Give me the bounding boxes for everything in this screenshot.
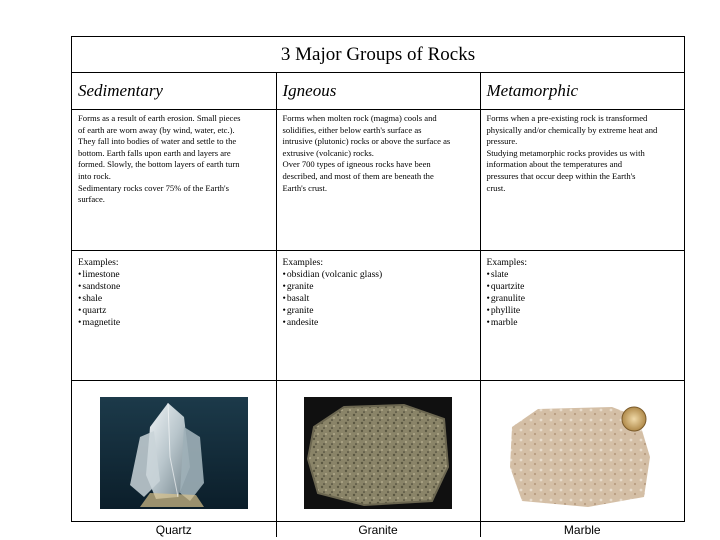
example-item: • obsidian (volcanic glass) bbox=[283, 269, 474, 281]
photo-cell-granite bbox=[276, 381, 480, 538]
description-line: They fall into bodies of water and settle to the bbox=[78, 136, 237, 147]
description-sedimentary bbox=[72, 110, 276, 251]
description-line: Studying metamorphic rocks provides us with bbox=[486, 147, 645, 158]
examples-title: Examples: bbox=[282, 257, 323, 268]
examples-metamorphic bbox=[480, 251, 684, 381]
description-line: crust. bbox=[486, 182, 506, 193]
examples-sedimentary bbox=[72, 251, 276, 381]
description-line: of earth are worn away (by wind, water, etc.). bbox=[78, 124, 235, 135]
description-igneous bbox=[276, 110, 480, 251]
description-line: Forms when molten rock (magma) cools and bbox=[282, 113, 437, 123]
example-item: • basalt bbox=[283, 293, 474, 305]
example-item: • granulite bbox=[487, 293, 679, 305]
photo-row bbox=[72, 381, 684, 538]
rock-groups-table bbox=[72, 73, 684, 537]
description-line: Earth's crust. bbox=[282, 182, 328, 193]
example-item: • slate bbox=[487, 269, 679, 281]
granite-photo bbox=[304, 397, 452, 509]
description-line: Over 700 types of igneous rocks have been bbox=[282, 159, 431, 170]
description-line: described, and most of them are beneath the bbox=[282, 170, 434, 181]
example-item: • marble bbox=[487, 317, 679, 329]
quartz-photo bbox=[100, 397, 248, 509]
description-metamorphic bbox=[480, 110, 684, 251]
description-line: formed. Slowly, the bottom layers of earth turn bbox=[78, 159, 240, 170]
group-name: Igneous bbox=[282, 81, 337, 100]
header-metamorphic bbox=[480, 73, 684, 110]
header-igneous bbox=[276, 73, 480, 110]
photo-caption: Marble bbox=[563, 523, 601, 537]
description-line: physically and/or chemically by extreme heat and bbox=[486, 124, 658, 135]
examples-title: Examples: bbox=[486, 257, 527, 268]
slide-title: 3 Major Groups of Rocks bbox=[72, 37, 684, 73]
header-sedimentary bbox=[72, 73, 276, 110]
photo-caption: Quartz bbox=[155, 523, 192, 537]
group-name: Sedimentary bbox=[78, 81, 163, 100]
example-item: • quartzite bbox=[487, 281, 679, 293]
example-item: • phyllite bbox=[487, 305, 679, 317]
examples-igneous bbox=[276, 251, 480, 381]
group-header-row bbox=[72, 73, 684, 110]
description-row bbox=[72, 110, 684, 251]
description-line: bottom. Earth falls upon earth and layers are bbox=[78, 147, 231, 158]
example-item: • granite bbox=[283, 281, 474, 293]
photo-cell-marble bbox=[480, 381, 684, 538]
example-item: • magnetite bbox=[78, 317, 270, 329]
example-item: • shale bbox=[78, 293, 270, 305]
marble-photo bbox=[508, 397, 656, 509]
description-line: solidifies, either below earth's surface as bbox=[282, 124, 422, 135]
example-item: • andesite bbox=[283, 317, 474, 329]
example-item: • sandstone bbox=[78, 281, 270, 293]
description-line: information about the temperatures and bbox=[486, 159, 623, 170]
description-line: Forms as a result of earth erosion. Small pieces bbox=[78, 113, 241, 123]
photo-caption: Granite bbox=[358, 523, 398, 537]
example-item: • quartz bbox=[78, 305, 270, 317]
description-line: surface. bbox=[78, 194, 105, 205]
group-name: Metamorphic bbox=[486, 81, 579, 100]
description-line: into rock. bbox=[78, 170, 111, 181]
rock-groups-slide bbox=[71, 36, 685, 537]
example-item: • granite bbox=[283, 305, 474, 317]
description-line: pressure. bbox=[486, 136, 518, 147]
examples-row bbox=[72, 251, 684, 381]
photo-cell-quartz bbox=[72, 381, 276, 538]
description-line: extrusive (volcanic) rocks. bbox=[282, 147, 374, 158]
description-line: Forms when a pre-existing rock is transformed bbox=[486, 113, 648, 123]
example-item: • limestone bbox=[78, 269, 270, 281]
description-line: Sedimentary rocks cover 75% of the Earth's bbox=[78, 182, 229, 193]
examples-title: Examples: bbox=[78, 257, 119, 268]
description-line: intrusive (plutonic) rocks or above the surface as bbox=[282, 136, 451, 147]
description-line: pressures that occur deep within the Earth's bbox=[486, 170, 636, 181]
